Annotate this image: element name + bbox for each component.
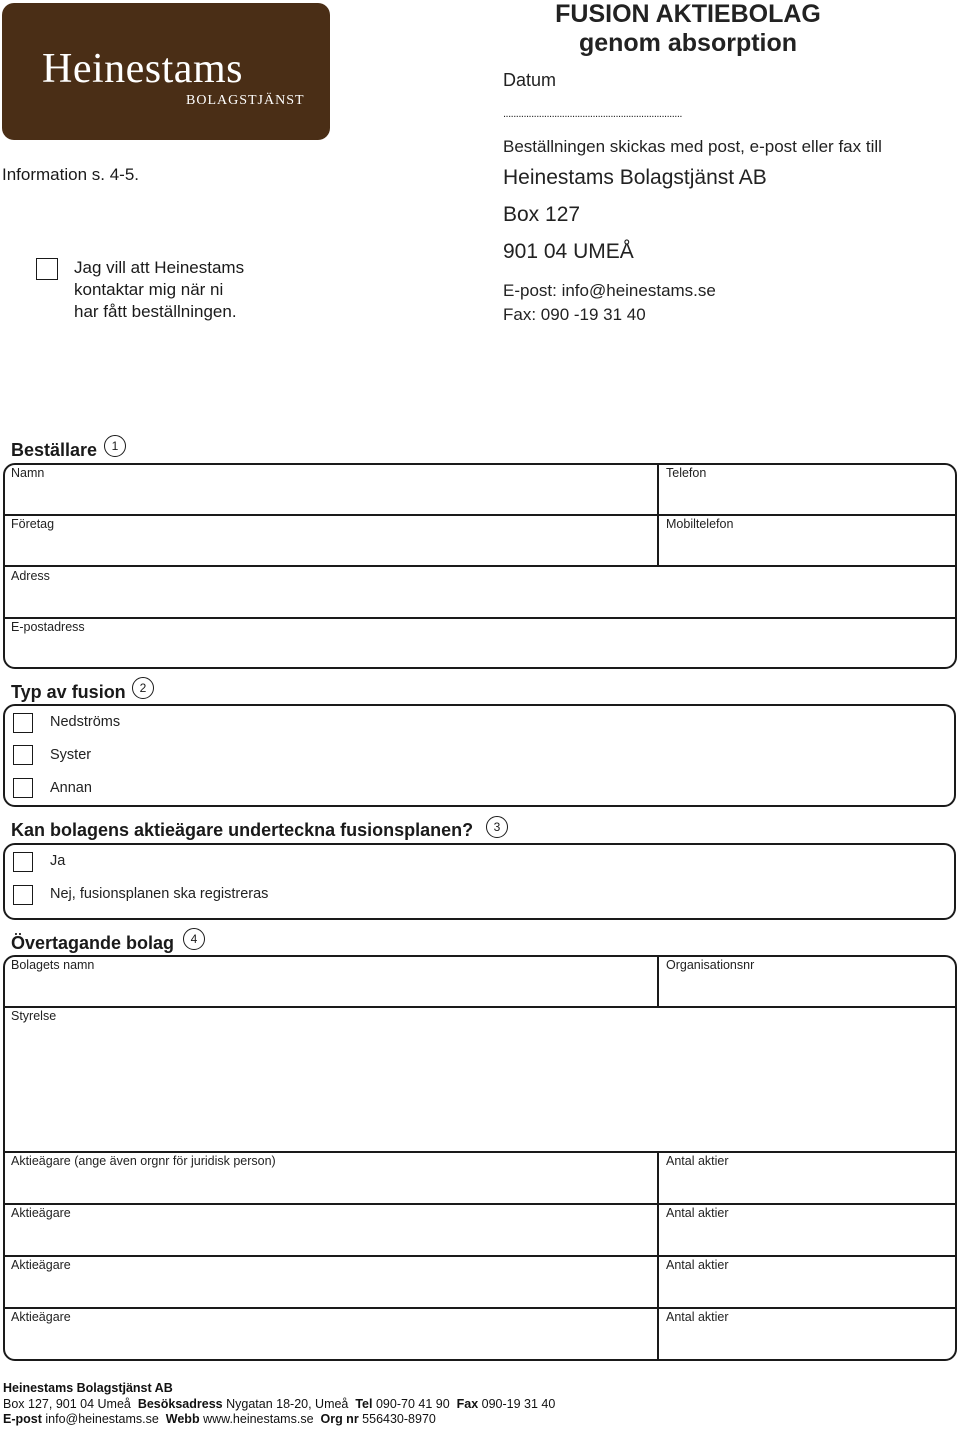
contact-me-checkbox[interactable] — [36, 258, 58, 280]
info-reference: Information s. 4-5. — [2, 165, 140, 184]
divider — [3, 1203, 957, 1205]
footer-fax-label: Fax — [456, 1396, 479, 1411]
footer-epost: info@heinestams.se — [45, 1412, 159, 1426]
section-number-3: 3 — [486, 816, 508, 838]
section-number-4: 4 — [183, 928, 205, 950]
typ-av-fusion-box — [3, 704, 956, 807]
footer-tel: 090-70 41 90 — [375, 1396, 450, 1411]
footer-besok-label: Besöksadress — [137, 1396, 223, 1411]
form-title-line1: FUSION AKTIEBOLAG — [555, 0, 821, 28]
recipient-fax: Fax: 090 -19 31 40 — [503, 305, 646, 324]
ja-checkbox[interactable] — [13, 852, 33, 872]
syster-checkbox[interactable] — [13, 745, 33, 765]
adress-field[interactable]: Adress — [11, 569, 50, 583]
antal-aktier-field-3[interactable]: Antal aktier — [666, 1258, 729, 1272]
namn-field[interactable]: Namn — [11, 466, 45, 480]
section-title-typ-av-fusion: Typ av fusion — [11, 682, 126, 702]
aktieagare-field-2[interactable]: Aktieägare — [11, 1206, 71, 1220]
ja-label: Ja — [50, 853, 66, 869]
annan-label: Annan — [50, 780, 92, 796]
contact-line-3: har fått beställningen. — [74, 302, 237, 321]
divider — [3, 1151, 957, 1153]
annan-checkbox[interactable] — [13, 778, 33, 798]
organisationsnr-field[interactable]: Organisationsnr — [666, 958, 755, 972]
divider — [3, 1006, 957, 1008]
styrelse-field[interactable]: Styrelse — [11, 1009, 57, 1023]
divider — [657, 1151, 659, 1360]
divider — [657, 955, 659, 1007]
section-title-underteckna: Kan bolagens aktieägare underteckna fusionsplanen? — [11, 820, 474, 840]
underteckna-box — [3, 843, 956, 920]
aktieagare-field-4[interactable]: Aktieägare — [11, 1310, 71, 1324]
footer-epost-label: E-post — [3, 1412, 42, 1426]
section-number-1: 1 — [104, 435, 126, 457]
antal-aktier-field-2[interactable]: Antal aktier — [666, 1206, 729, 1220]
aktieagare-field-1[interactable]: Aktieägare (ange även orgnr för juridisk person) — [11, 1154, 276, 1168]
syster-label: Syster — [50, 747, 92, 763]
section-title-bestallare: Beställare — [11, 440, 98, 460]
mobiltelefon-field[interactable]: Mobiltelefon — [666, 517, 734, 531]
form-title-line2: genom absorption — [578, 29, 798, 57]
footer-fax: 090-19 31 40 — [481, 1396, 556, 1411]
section-title-overtagande-bolag: Övertagande bolag — [11, 933, 175, 953]
divider — [3, 1307, 957, 1309]
recipient-company: Heinestams Bolagstjänst AB — [503, 166, 767, 189]
logo-brand: Heinestams — [42, 46, 243, 92]
nedstroms-label: Nedströms — [50, 714, 121, 730]
nedstroms-checkbox[interactable] — [13, 713, 33, 733]
divider — [3, 617, 957, 619]
bolagets-namn-field[interactable]: Bolagets namn — [11, 958, 95, 972]
aktieagare-field-3[interactable]: Aktieägare — [11, 1258, 71, 1272]
footer-webb: www.heinestams.se — [203, 1412, 314, 1426]
telefon-field[interactable]: Telefon — [666, 466, 707, 480]
footer-besok: Nygatan 18-20, Umeå — [226, 1396, 349, 1411]
footer-company: Heinestams Bolagstjänst AB — [3, 1381, 173, 1395]
divider — [3, 565, 957, 567]
company-logo — [2, 3, 330, 140]
divider — [3, 1255, 957, 1257]
section-number-2: 2 — [132, 677, 154, 699]
form-title — [540, 0, 836, 58]
footer-org: 556430-8970 — [362, 1412, 436, 1426]
contact-line-2: kontaktar mig när ni — [74, 280, 224, 299]
datum-field[interactable]: ...................................................................... — [503, 108, 682, 120]
send-note: Beställningen skickas med post, e-post eller fax till — [503, 137, 882, 156]
antal-aktier-field-1[interactable]: Antal aktier — [666, 1154, 729, 1168]
recipient-email: E-post: info@heinestams.se — [503, 281, 716, 300]
footer — [3, 1381, 555, 1428]
footer-address: Box 127, 901 04 Umeå — [3, 1396, 131, 1411]
datum-label: Datum — [503, 70, 557, 90]
footer-org-label: Org nr — [320, 1412, 359, 1426]
nej-label: Nej, fusionsplanen ska registreras — [50, 886, 269, 902]
nej-checkbox[interactable] — [13, 885, 33, 905]
footer-webb-label: Webb — [165, 1412, 200, 1426]
footer-tel-label: Tel — [355, 1396, 373, 1411]
logo-subtitle: BOLAGSTJÄNST — [186, 93, 305, 108]
divider — [657, 463, 659, 566]
recipient-box: Box 127 — [503, 203, 581, 226]
foretag-field[interactable]: Företag — [11, 517, 55, 531]
divider — [3, 514, 957, 516]
contact-line-1: Jag vill att Heinestams — [74, 258, 245, 277]
epostadress-field[interactable]: E-postadress — [11, 620, 85, 634]
recipient-city: 901 04 UMEÅ — [503, 240, 634, 263]
contact-me-label — [74, 257, 244, 323]
antal-aktier-field-4[interactable]: Antal aktier — [666, 1310, 729, 1324]
